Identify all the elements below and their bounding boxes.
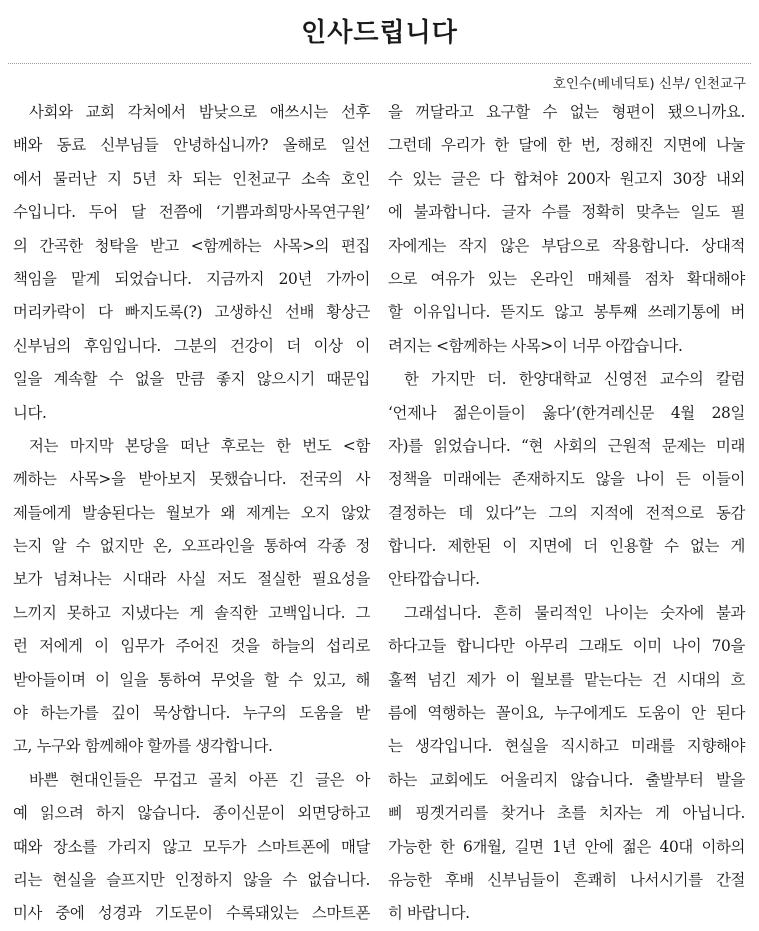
text-line: 느끼지 못하고 지냈다는 게 솔직한 고백입니다. 그 bbox=[13, 603, 370, 622]
text-line: 할 이유입니다. 뜯지도 않고 봉투째 쓰레기통에 버 bbox=[388, 303, 745, 322]
text-line: 수 있는 글은 다 합쳐야 200자 원고지 30장 내외 bbox=[388, 169, 745, 188]
text-line: 하는 교회에도 어울리지 않습니다. 출발부터 발을 bbox=[388, 770, 745, 789]
text-line: 자)를 읽었습니다. “현 사회의 근원적 문제는 미래 bbox=[388, 436, 745, 455]
text-line: 는 생각입니다. 현실을 직시하고 미래를 지향해야 bbox=[388, 737, 745, 756]
text-line: 한 가지만 더. 한양대학교 신영전 교수의 칼럼 bbox=[404, 370, 745, 389]
text-line: 히 바랍니다. bbox=[388, 904, 470, 923]
text-line: 정책을 미래에는 존재하지도 않을 나이 든 이들이 bbox=[388, 470, 745, 489]
text-line: 께하는 사목>을 받아보지 못했습니다. 전국의 사 bbox=[13, 470, 370, 489]
title-divider bbox=[8, 63, 751, 64]
text-line: 저는 마지막 본당을 떠난 후로는 한 번도 <함 bbox=[29, 436, 370, 455]
text-line: 에서 물러난 지 5년 차 되는 인천교구 소속 호인 bbox=[13, 169, 370, 188]
text-line: 때와 장소를 가리지 않고 모두가 스마트폰에 매달 bbox=[13, 837, 370, 856]
text-line: 보가 넘쳐나는 시대라 사실 저도 절실한 필요성을 bbox=[13, 570, 370, 589]
text-line: 받아들이며 이 일을 통하여 무엇을 할 수 있고, 해 bbox=[13, 670, 370, 689]
text-line: 자에게는 작지 않은 부담으로 작용합니다. 상대적 bbox=[388, 236, 745, 255]
text-line: ‘언제나 젊은이들이 옳다’(한겨레신문 4월 28일 bbox=[388, 403, 745, 422]
text-line: 예 읽으려 하지 않습니다. 종이신문이 외면당하고 bbox=[13, 804, 370, 823]
text-line: 책임을 맡게 되었습니다. 지금까지 20년 가까이 bbox=[13, 269, 370, 288]
text-line: 훌쩍 넘긴 제가 이 월보를 맡는다는 건 시대의 흐 bbox=[388, 670, 745, 689]
text-line: 합니다. 제한된 이 지면에 더 인용할 수 없는 게 bbox=[388, 537, 745, 556]
text-line: 수입니다. 두어 달 전쯤에 ‘기쁨과희망사목연구원’ bbox=[13, 203, 370, 222]
text-line: 안타깝습니다. bbox=[388, 570, 480, 589]
text-line: 미사 중에 성경과 기도문이 수록돼있는 스마트폰 bbox=[13, 904, 370, 923]
text-line: 사회와 교회 각처에서 밤낮으로 애쓰시는 선후 bbox=[29, 103, 370, 121]
article-title: 인사드립니다 bbox=[301, 18, 458, 48]
text-line: 신부님의 후임입니다. 그분의 건강이 더 이상 이 bbox=[13, 336, 370, 355]
text-line: 하다고들 합니다만 아무리 그래도 이미 나이 70을 bbox=[388, 637, 745, 656]
text-line: 그래섭니다. 흔히 물리적인 나이는 숫자에 불과 bbox=[404, 603, 745, 622]
text-line: 에 불과합니다. 글자 수를 정확히 맞추는 일도 필 bbox=[388, 203, 745, 222]
text-line: 니다. bbox=[13, 403, 47, 422]
text-line: 런 저에게 이 임무가 주어진 것을 하늘의 섭리로 bbox=[13, 637, 370, 656]
text-line: 고, 누구와 함께해야 할까를 생각합니다. bbox=[13, 737, 273, 756]
text-line: 으로 여유가 있는 온라인 매체를 점차 확대해야 bbox=[388, 269, 745, 288]
text-line: 의 간곡한 청탁을 받고 <함께하는 사목>의 편집 bbox=[13, 236, 370, 255]
text-line: 려지는 <함께하는 사목>이 너무 아깝습니다. bbox=[388, 336, 683, 355]
text-column-right bbox=[388, 96, 745, 923]
text-line: 제들에게 발송된다는 월보가 왜 제게는 오지 않았 bbox=[13, 503, 370, 522]
text-line: 유능한 후배 신부님들이 흔쾌히 나서시기를 간절 bbox=[388, 870, 745, 889]
text-column-left bbox=[13, 96, 370, 923]
author-byline: 호인수(베네딕토) 신부/ 인천교구 bbox=[552, 76, 746, 92]
text-line: 는지 알 수 없지만 온, 오프라인을 통하여 각종 정 bbox=[13, 537, 370, 556]
text-line: 머리카락이 다 빠지도록(?) 고생하신 선배 황상근 bbox=[13, 303, 370, 322]
text-line: 을 꺼달라고 요구할 수 없는 형편이 됐으니까요. bbox=[388, 103, 745, 121]
text-line: 일을 계속할 수 없을 만큼 좋지 않으시기 때문입 bbox=[13, 370, 370, 389]
text-line: 야 하는가를 깊이 묵상합니다. 누구의 도움을 받 bbox=[13, 704, 370, 723]
text-line: 결정하는 데 있다”는 그의 지적에 전적으로 동감 bbox=[388, 503, 745, 522]
text-line: 름에 역행하는 꼴이요, 누구에게도 도움이 안 된다 bbox=[388, 704, 745, 723]
text-line: 리는 현실을 슬프지만 인정하지 않을 수 없습니다. bbox=[13, 870, 370, 889]
text-line: 그런데 우리가 한 달에 한 번, 정해진 지면에 나눌 bbox=[388, 136, 745, 155]
text-line: 배와 동료 신부님들 안녕하십니까? 올해로 일선 bbox=[13, 136, 370, 155]
text-line: 가능한 한 6개월, 길면 1년 안에 젊은 40대 이하의 bbox=[388, 837, 745, 856]
text-line: 삐 핑곗거리를 찾거나 초를 치자는 게 아닙니다. bbox=[388, 804, 745, 823]
text-line: 바쁜 현대인들은 무겁고 골치 아픈 긴 글은 아 bbox=[29, 770, 370, 789]
